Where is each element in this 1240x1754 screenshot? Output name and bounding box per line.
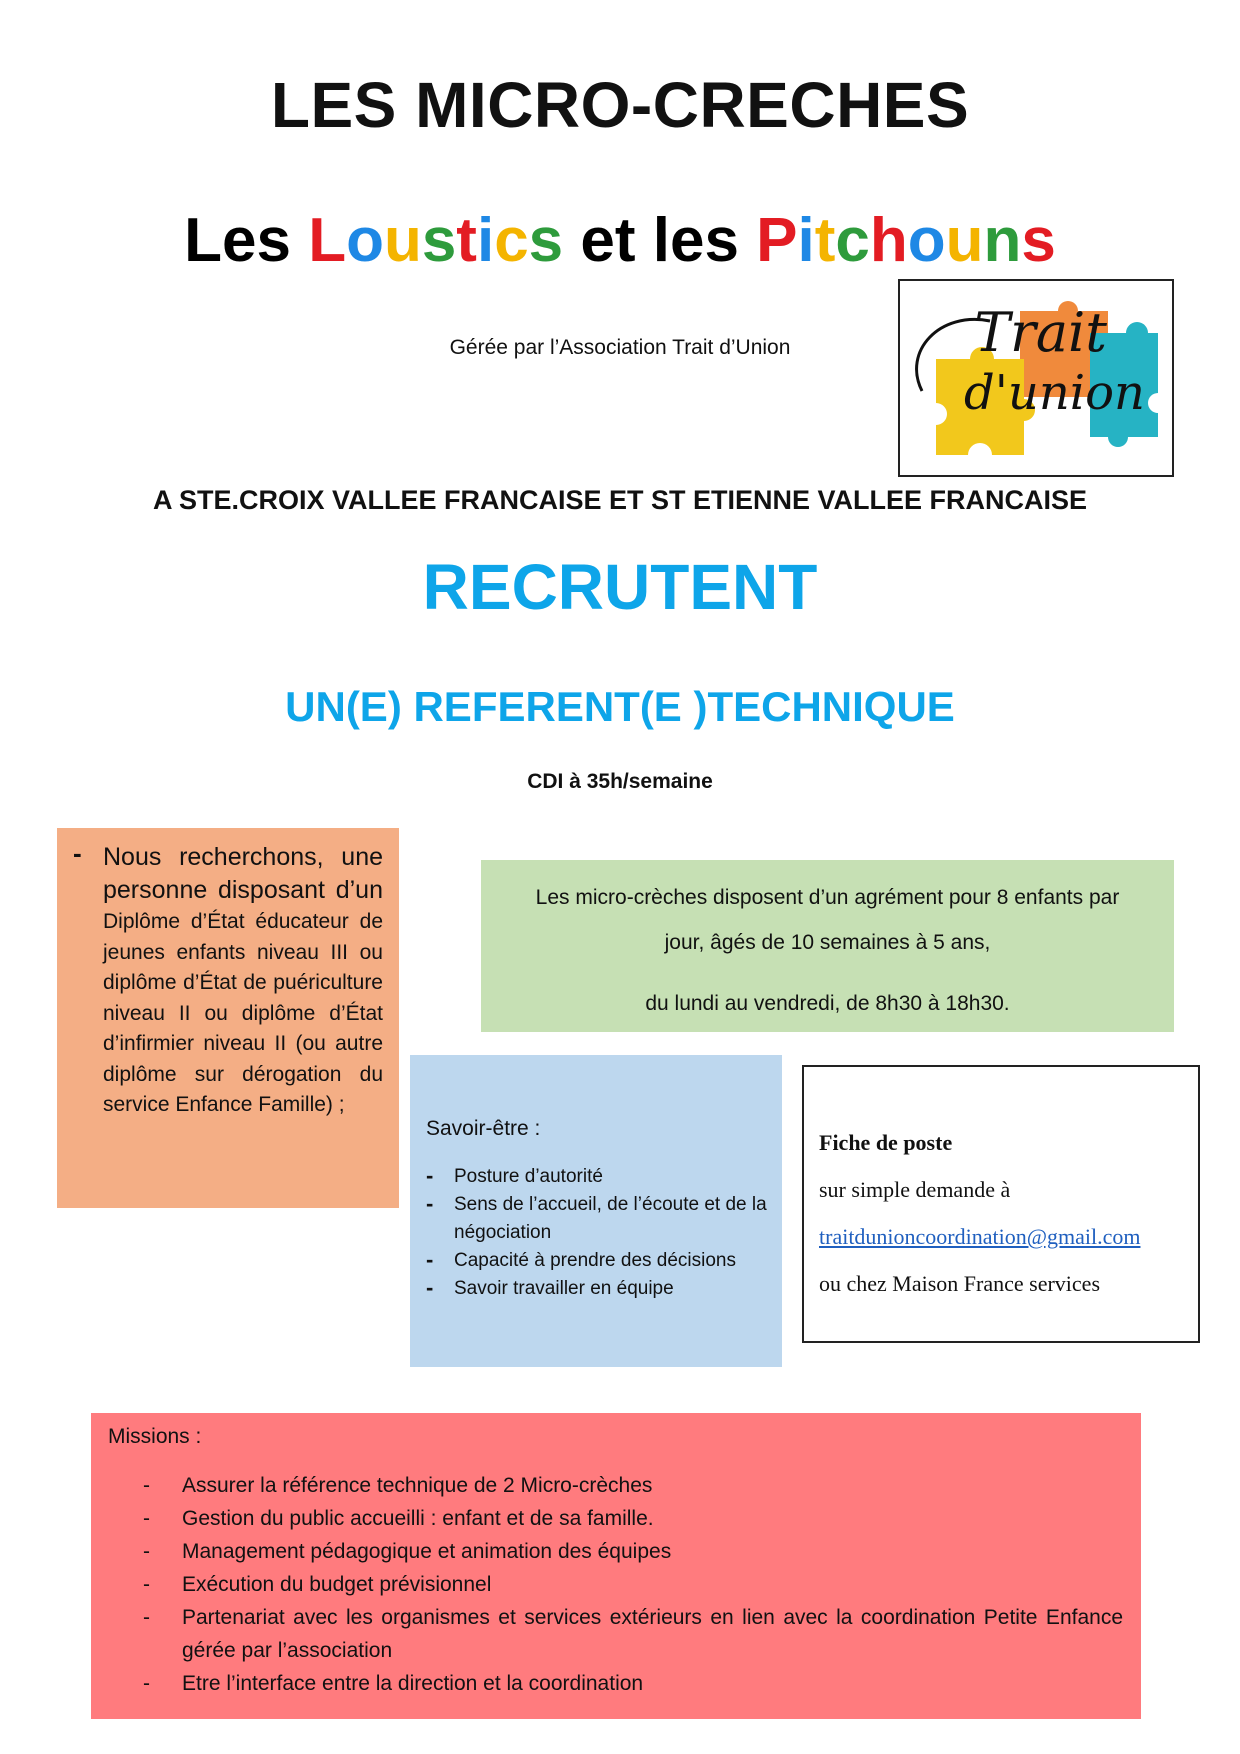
position-heading: UN(E) REFERENT(E )TECHNIQUE	[285, 683, 955, 730]
skills-item: - Capacité à prendre des décisions	[426, 1247, 768, 1275]
subtitle-fragment: i	[476, 206, 495, 275]
job-sheet-location-text: ou chez Maison France services	[819, 1271, 1101, 1296]
profile-box	[57, 828, 399, 1208]
contact-email-link[interactable]: traitdunioncoordination@gmail.com	[819, 1224, 1141, 1249]
skills-item: - Sens de l’accueil, de l’écoute et de la négociation	[426, 1191, 768, 1247]
profile-requirements: Diplôme d’État éducateur de jeunes enfants niveau III ou diplôme d’État de puériculture niveau II ou diplôme d’État d’infirmier niveau II (ou autre diplôme sur dérogation du service Enfance Famille) ;	[103, 910, 383, 1116]
mission-item: - Management pédagogique et animation des équipes	[108, 1535, 1123, 1568]
logo-text-dunion: d'union	[964, 365, 1145, 421]
missions-list	[108, 1469, 1123, 1700]
info-line-3: du lundi au vendredi, de 8h30 à 18h30.	[645, 992, 1010, 1015]
subtitle-fragment: t	[456, 206, 477, 275]
profile-dash: -	[73, 838, 82, 868]
info-line-1: Les micro-crèches disposent d’un agrément pour 8 enfants par	[535, 886, 1120, 909]
missions-box	[91, 1413, 1141, 1719]
job-sheet-request-text: sur simple demande à	[819, 1177, 1011, 1202]
subtitle-fragment: L	[308, 206, 347, 275]
mission-item: - Gestion du public accueilli : enfant et de sa famille.	[108, 1502, 1123, 1535]
subtitle-fragment: et les	[563, 206, 757, 275]
subtitle-fragment: P	[756, 206, 798, 275]
subtitle-fragment: u	[383, 206, 422, 275]
subtitle-fragment: h	[869, 206, 908, 275]
subtitle-fragment: s	[1021, 206, 1056, 275]
contract-text: CDI à 35h/semaine	[527, 770, 713, 793]
mission-item: - Etre l’interface entre la direction et la coordination	[108, 1667, 1123, 1700]
job-sheet-box	[802, 1065, 1200, 1343]
page-title: LES MICRO-CRECHES	[270, 69, 970, 141]
missions-heading: Missions :	[108, 1425, 202, 1448]
location-heading: A STE.CROIX VALLEE FRANCAISE ET ST ETIENNE VALLEE FRANCAISE	[152, 485, 1088, 515]
skills-box	[410, 1055, 782, 1367]
subtitle-fragment: o	[346, 206, 384, 275]
profile-lead: Nous recherchons, une personne disposant d’un	[103, 843, 383, 904]
skills-list	[426, 1163, 768, 1303]
info-line-2: jour, âgés de 10 semaines à 5 ans,	[664, 931, 991, 954]
skills-item: - Savoir travailler en équipe	[426, 1275, 768, 1303]
subtitle-fragment: Les	[184, 206, 309, 275]
trait-dunion-logo	[898, 279, 1174, 477]
subtitle-fragment: s	[421, 206, 457, 275]
skills-heading: Savoir-être :	[426, 1117, 541, 1140]
logo-text-trait: Trait	[974, 301, 1107, 364]
profile-text	[103, 842, 383, 1121]
info-box	[481, 860, 1174, 1032]
puzzle-logo-icon	[900, 281, 1172, 475]
job-sheet-heading: Fiche de poste	[819, 1130, 953, 1155]
mission-item: - Exécution du budget prévisionnel	[108, 1568, 1123, 1601]
skills-item: - Posture d’autorité	[426, 1163, 768, 1191]
mission-item: - Assurer la référence technique de 2 Micro-crèches	[108, 1469, 1123, 1502]
subtitle-fragment: c	[835, 206, 870, 275]
subtitle-fragment: s	[528, 206, 564, 275]
page-subtitle	[0, 205, 1240, 276]
subtitle-fragment: i	[797, 206, 815, 275]
subtitle-fragment: n	[983, 206, 1022, 275]
subtitle-fragment: c	[494, 206, 529, 275]
mission-item: - Partenariat avec les organismes et services extérieurs en lien avec la coordination Petite Enfance gérée par l’association	[108, 1601, 1123, 1667]
managed-by-text: Gérée par l’Association Trait d’Union	[449, 336, 791, 359]
recruiting-heading: RECRUTENT	[422, 551, 818, 623]
subtitle-fragment: u	[945, 206, 984, 275]
subtitle-fragment: t	[814, 206, 836, 275]
subtitle-fragment: o	[907, 206, 946, 275]
